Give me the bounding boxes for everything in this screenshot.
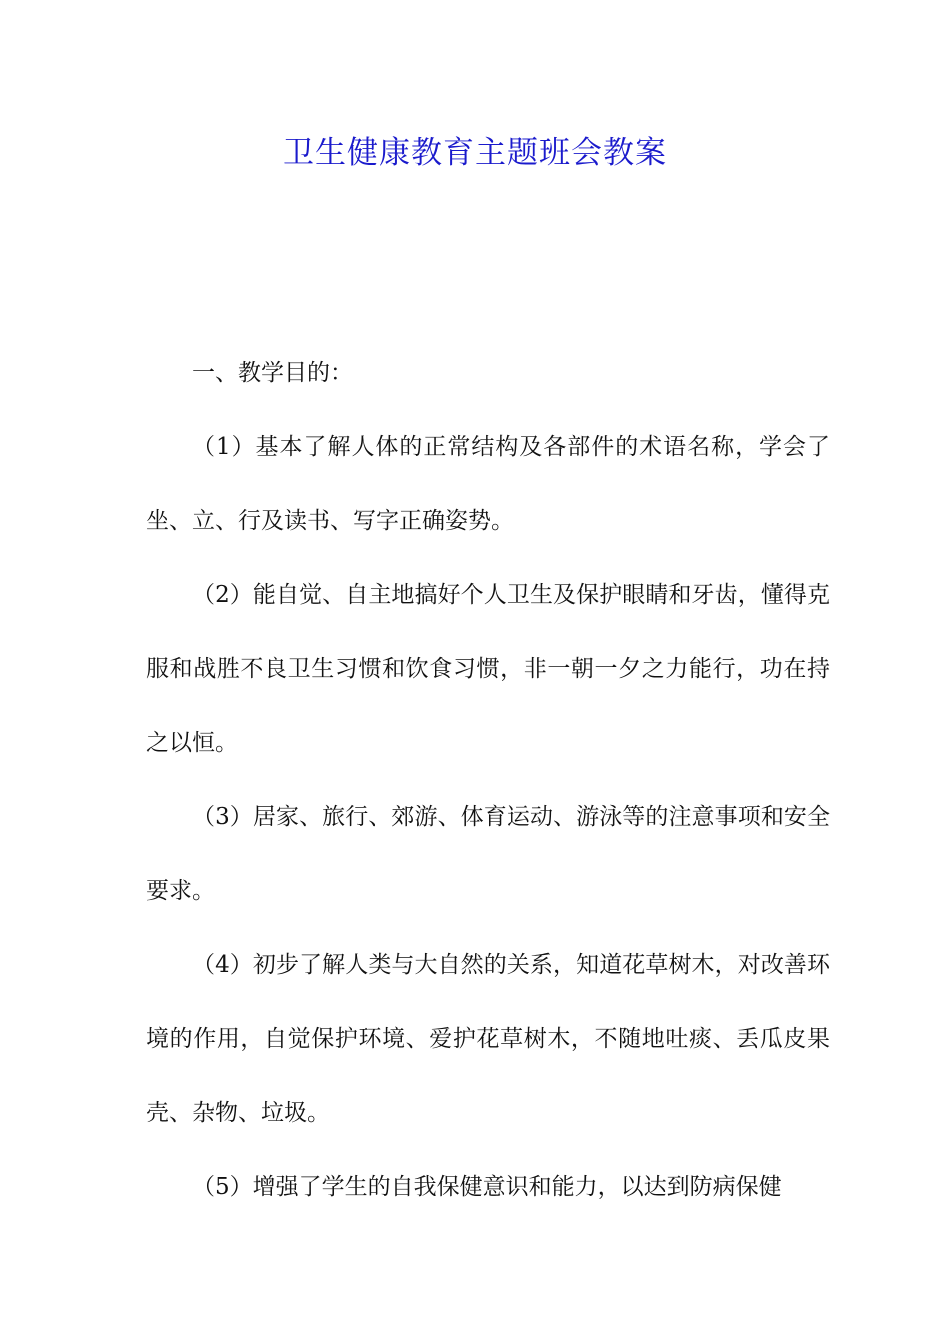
document-title: 卫生健康教育主题班会教案 bbox=[283, 135, 667, 171]
paragraph-4: （4）初步了解人类与大自然的关系，知道花草树木，对改善环境的作用，自觉保护环境、爱护花草树木，不随地吐痰、丢瓜皮果壳、杂物、垃圾。 bbox=[146, 952, 830, 1126]
paragraph-2: （2）能自觉、自主地搞好个人卫生及保护眼睛和牙齿，懂得克服和战胜不良卫生习惯和饮食习惯，非一朝一夕之力能行，功在持之以恒。 bbox=[146, 582, 830, 756]
paragraph-1: （1）基本了解人体的正常结构及各部件的术语名称，学会了坐、立、行及读书、写字正确姿势。 bbox=[146, 434, 830, 534]
paragraph-3: （3）居家、旅行、郊游、体育运动、游泳等的注意事项和安全要求。 bbox=[146, 804, 830, 904]
section-heading: 一、教学目的： bbox=[192, 360, 353, 386]
document-body bbox=[146, 336, 830, 1224]
paragraph-5: （5）增强了学生的自我保健意识和能力，以达到防病保健 bbox=[192, 1174, 782, 1200]
